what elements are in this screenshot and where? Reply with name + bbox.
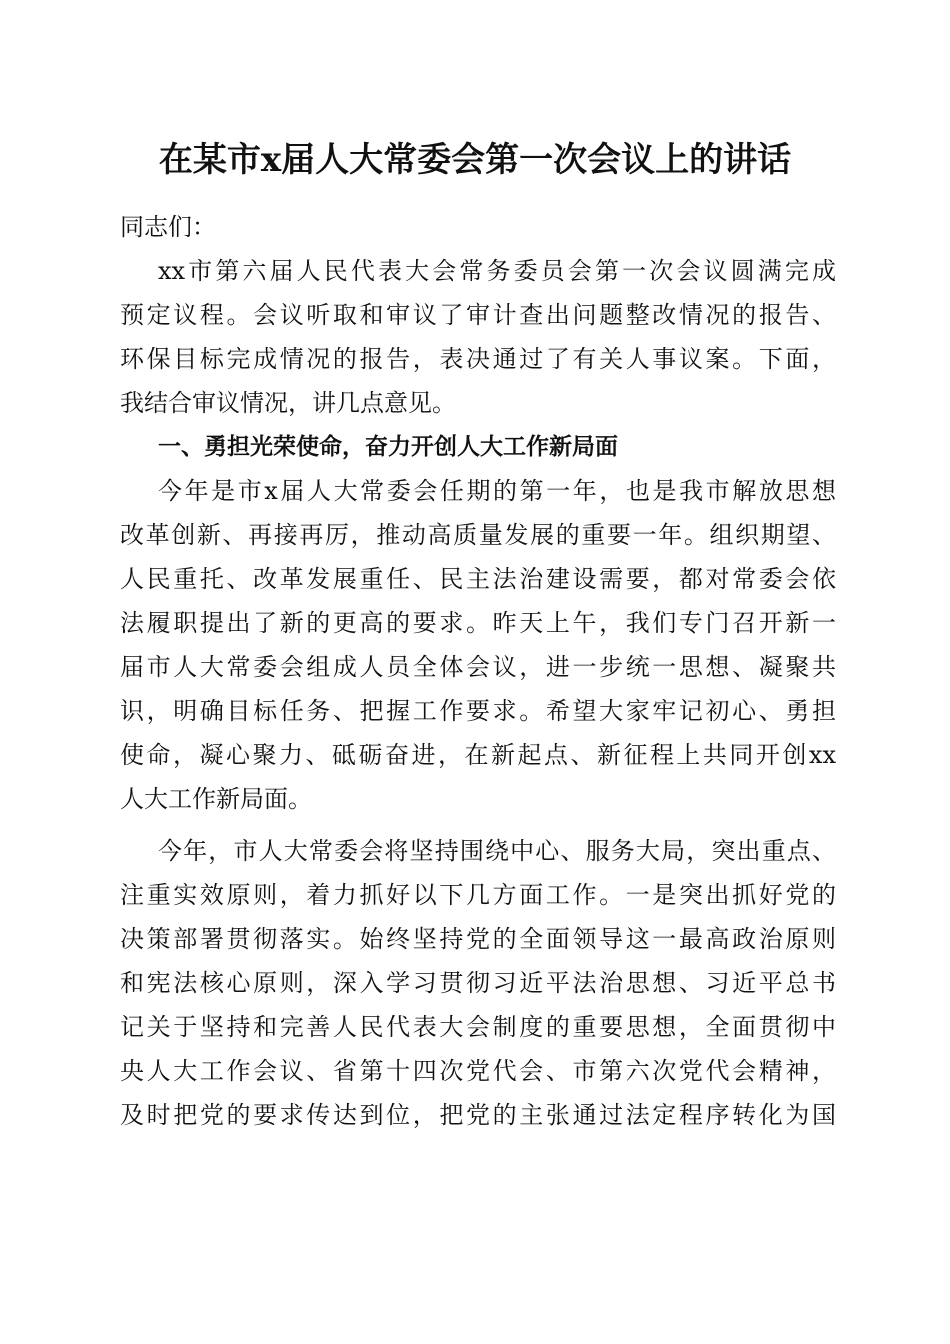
paragraph-2-line-7: 使命，凝心聚力、砥砺奋进，在新起点、新征程上共同开创xx	[120, 741, 836, 769]
paragraph-3-line-7: 及时把党的要求传达到位，把党的主张通过法定程序转化为国	[120, 1101, 836, 1129]
paragraph-gap	[120, 821, 836, 829]
paragraph-2-line-1: 今年是市x届人大常委会任期的第一年，也是我市解放思想	[158, 477, 836, 505]
paragraph-1-line-1: xx市第六届人民代表大会常务委员会第一次会议圆满完成	[158, 257, 836, 285]
paragraph-3-line-4: 和宪法核心原则，深入学习贯彻习近平法治思想、习近平总书	[120, 969, 836, 997]
paragraph-2-line-3: 人民重托、改革发展重任、民主法治建设需要，都对常委会依	[120, 565, 836, 593]
section-heading-1: 一、勇担光荣使命，奋力开创人大工作新局面	[158, 434, 618, 460]
paragraph-3-line-6: 央人大工作会议、省第十四次党代会、市第六次党代会精神，	[120, 1057, 836, 1085]
paragraph-2-line-4: 法履职提出了新的更高的要求。昨天上午，我们专门召开新一	[120, 609, 836, 637]
document-title: 在某市x届人大常委会第一次会议上的讲话	[158, 140, 792, 180]
salutation: 同志们：	[120, 213, 216, 241]
paragraph-3-line-2: 注重实效原则，着力抓好以下几方面工作。一是突出抓好党的	[120, 881, 836, 909]
document-body	[120, 205, 836, 1137]
paragraph-2-line-5: 届市人大常委会组成人员全体会议，进一步统一思想、凝聚共	[120, 653, 836, 681]
paragraph-3-line-1: 今年，市人大常委会将坚持围绕中心、服务大局，突出重点、	[158, 837, 836, 865]
paragraph-2-line-2: 改革创新、再接再厉，推动高质量发展的重要一年。组织期望、	[120, 521, 836, 549]
paragraph-2-line-6: 识，明确目标任务、把握工作要求。希望大家牢记初心、勇担	[120, 697, 836, 725]
paragraph-1-line-3: 环保目标完成情况的报告，表决通过了有关人事议案。下面，	[120, 345, 836, 373]
paragraph-1-line-2: 预定议程。会议听取和审议了审计查出问题整改情况的报告、	[120, 301, 836, 329]
paragraph-3-line-5: 记关于坚持和完善人民代表大会制度的重要思想，全面贯彻中	[120, 1013, 836, 1041]
paragraph-1-line-4: 我结合审议情况，讲几点意见。	[120, 389, 456, 417]
paragraph-3-line-3: 决策部署贯彻落实。始终坚持党的全面领导这一最高政治原则	[120, 925, 836, 953]
paragraph-2-line-8: 人大工作新局面。	[120, 785, 312, 813]
